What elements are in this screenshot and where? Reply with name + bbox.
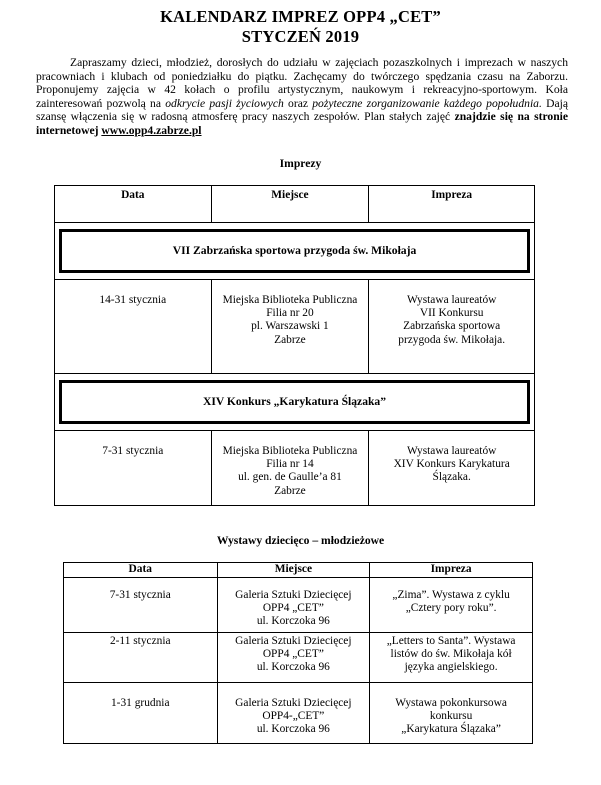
group-row bbox=[55, 374, 535, 431]
section-title-events: Imprezy bbox=[279, 157, 322, 170]
cell-place: Miejska Biblioteka Publiczna Filia nr 14 ul. gen. de Gaulle’a 81 Zabrze bbox=[211, 431, 369, 506]
table-row bbox=[64, 633, 533, 683]
document-subtitle-month: STYCZEŃ 2019 bbox=[241, 27, 360, 46]
section-title-exhibitions: Wystawy dziecięco – młodzieżowe bbox=[216, 534, 385, 547]
group-title-box bbox=[59, 229, 530, 273]
cell-date: 7-31 stycznia bbox=[64, 578, 218, 633]
events-table bbox=[54, 185, 535, 506]
group-title-box bbox=[59, 380, 530, 424]
exhibitions-table bbox=[63, 562, 533, 744]
column-header-place: Miejsce bbox=[217, 563, 370, 578]
intro-paragraph bbox=[36, 56, 568, 138]
cell-date: 2-11 stycznia bbox=[64, 633, 218, 683]
cell-event: „Letters to Santa”. Wystawa listów do św. Mikołaja kół języka angielskiego. bbox=[370, 633, 533, 683]
column-header-place: Miejsce bbox=[211, 186, 369, 223]
column-header-date: Data bbox=[55, 186, 212, 223]
intro-text-1: Zapraszamy dzieci, młodzież, dorosłych do udziału w zajęciach pozaszkolnych i imprezach w naszych pracowniach i klubach od poniedziałku do piątku. Zachęcamy do twórczego spędzania czasu na Zaborzu. Proponujemy zajęcia w 42 kołach o profilu artystycznym, naukowym i rekreacyjno-sportowym. Koła zainteresowań pozwolą na bbox=[36, 56, 568, 110]
intro-text-3: Dają szansę włączenia się w radosną atmosferę pracy naszych zespołów. Plan stałych zajęć bbox=[36, 96, 568, 124]
intro-emphasis-2: pożyteczne zorganizowanie każdego popołudnia. bbox=[312, 96, 542, 110]
cell-place: Galeria Sztuki Dziecięcej OPP4-„CET” ul. Korczoka 96 bbox=[217, 683, 370, 744]
group-row bbox=[55, 223, 535, 280]
cell-event: Wystawa pokonkursowa konkursu „Karykatura Ślązaka” bbox=[370, 683, 533, 744]
table-row bbox=[55, 431, 535, 506]
table-header-row bbox=[55, 186, 535, 223]
intro-emphasis-1: odkrycie pasji życiowych bbox=[165, 96, 284, 110]
column-header-date: Data bbox=[64, 563, 218, 578]
cell-event: Wystawa laureatów VII Konkursu Zabrzańska sportowa przygoda św. Mikołaja. bbox=[369, 280, 535, 374]
table-row bbox=[64, 683, 533, 744]
cell-date: 1-31 grudnia bbox=[64, 683, 218, 744]
intro-bold-text: znajdzie się na stronie internetowej bbox=[36, 110, 569, 137]
cell-event: Wystawa laureatów XIV Konkurs Karykatura Ślązaka. bbox=[369, 431, 535, 506]
table-header-row bbox=[64, 563, 533, 578]
column-header-event: Impreza bbox=[370, 563, 533, 578]
cell-event: „Zima”. Wystawa z cyklu „Cztery pory roku”. bbox=[370, 578, 533, 633]
table-row bbox=[55, 280, 535, 374]
table-row bbox=[64, 578, 533, 633]
column-header-event: Impreza bbox=[369, 186, 535, 223]
cell-date: 7-31 stycznia bbox=[55, 431, 212, 506]
cell-place: Miejska Biblioteka Publiczna Filia nr 20 pl. Warszawski 1 Zabrze bbox=[211, 280, 369, 374]
cell-place: Galeria Sztuki Dziecięcej OPP4 „CET” ul. Korczoka 96 bbox=[217, 578, 370, 633]
website-link[interactable]: www.opp4.zabrze.pl bbox=[101, 123, 202, 137]
cell-place: Galeria Sztuki Dziecięcej OPP4 „CET” ul. Korczoka 96 bbox=[217, 633, 370, 683]
cell-date: 14-31 stycznia bbox=[55, 280, 212, 374]
group-title: VII Zabrzańska sportowa przygoda św. Mikołaja bbox=[172, 244, 417, 258]
group-title: XIV Konkurs „Karykatura Ślązaka” bbox=[202, 395, 387, 409]
document-title: KALENDARZ IMPREZ OPP4 „CET” bbox=[160, 7, 441, 26]
intro-text-2: oraz bbox=[283, 96, 313, 110]
